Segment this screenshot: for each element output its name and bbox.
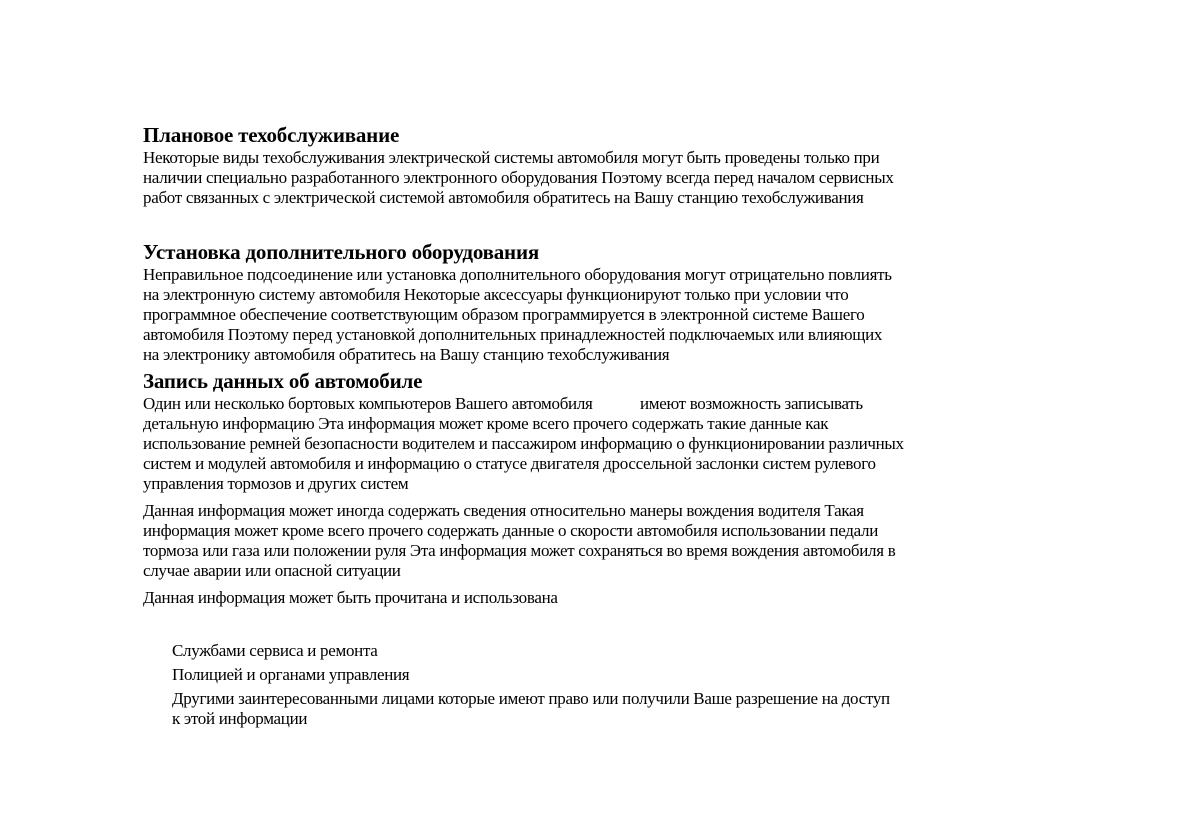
text-line: Неправильное подсоединение или установка дополнительного оборудования могут отрицательно повлиять	[143, 265, 892, 284]
text-line: Данная информация может иногда содержать сведения относительно манеры вождения водителя Такая	[143, 501, 864, 520]
text-line: управления тормозов и других систем	[143, 474, 409, 493]
heading-vehicle-data-recording: Запись данных об автомобиле	[143, 369, 423, 393]
text-line: на электронику автомобиля обратитесь на Вашу станцию техобслуживания	[143, 345, 670, 364]
text-line: Службами сервиса и ремонта	[172, 641, 378, 660]
text-line: систем и модулей автомобиля и информацию о статусе двигателя дроссельной заслонки систем рулевого	[143, 454, 876, 473]
text-line: на электронную систему автомобиля Некоторые аксессуары функционируют только при условии что	[143, 285, 849, 304]
text-line: к этой информации	[172, 709, 308, 728]
text-line: Некоторые виды техобслуживания электрической системы автомобиля могут быть проведены только при	[143, 148, 880, 167]
heading-additional-equipment: Установка дополнительного оборудования	[143, 240, 540, 264]
paragraph-scheduled-maintenance	[143, 148, 993, 208]
list-item	[172, 665, 993, 685]
list-item	[172, 689, 993, 729]
heading-scheduled-maintenance: Плановое техобслуживание	[143, 123, 400, 147]
text-line: наличии специально разработанного электронного оборудования Поэтому всегда перед началом сервисных	[143, 168, 894, 187]
text-line: информация может кроме всего прочего содержать данные о скорости автомобиля использовании педали	[143, 521, 879, 540]
text-line: программное обеспечение соответствующим образом программируется в электронной системе Вашего	[143, 305, 865, 324]
text-line: случае аварии или опасной ситуации	[143, 561, 401, 580]
text-line: работ связанных с электрической системой автомобиля обратитесь на Вашу станцию техобслуживания	[143, 188, 864, 207]
paragraph-data-recording-1	[143, 394, 993, 494]
paragraph-additional-equipment	[143, 265, 993, 365]
document-page	[143, 122, 993, 729]
list-item	[172, 641, 993, 661]
text-line: детальную информацию Эта информация может кроме всего прочего содержать такие данные как	[143, 414, 829, 433]
paragraph-data-recording-2	[143, 501, 993, 581]
access-parties-list	[172, 641, 993, 729]
text-line: Данная информация может быть прочитана и использована	[143, 588, 558, 607]
text-line: тормоза или газа или положении руля Эта информация может сохраняться во время вождения автомобиля в	[143, 541, 896, 560]
text-line: Другими заинтересованными лицами которые имеют право или получили Ваше разрешение на доступ	[172, 689, 890, 708]
text-line: автомобиля Поэтому перед установкой дополнительных принадлежностей подключаемых или влияющих	[143, 325, 883, 344]
text-line: использование ремней безопасности водителем и пассажиром информацию о функционировании различных	[143, 434, 904, 453]
text-line: Один или несколько бортовых компьютеров Вашего автомобиля имеют возможность записывать	[143, 394, 863, 413]
paragraph-data-recording-3	[143, 588, 993, 608]
text-line: Полицией и органами управления	[172, 665, 410, 684]
